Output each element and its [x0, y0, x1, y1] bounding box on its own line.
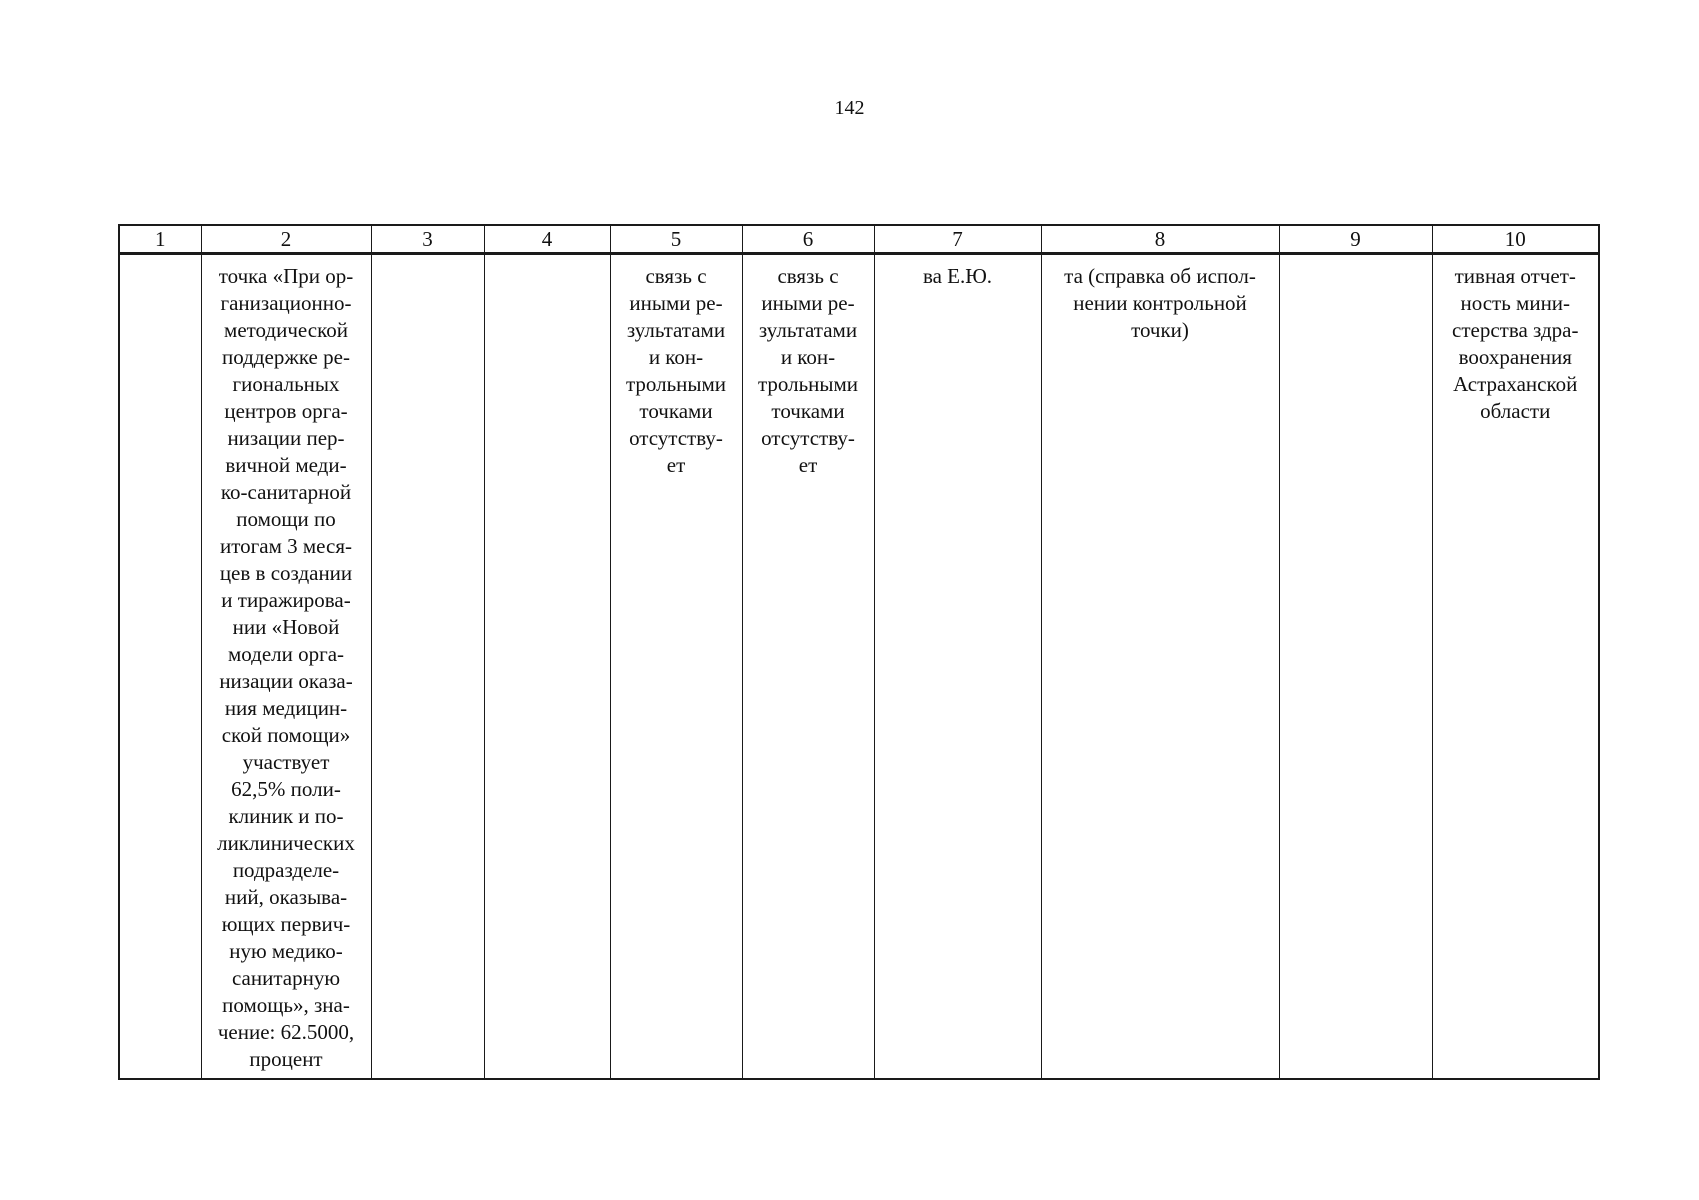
table-row [119, 254, 1599, 1080]
table-cell-col-5 [610, 254, 742, 1080]
cell-text: тивная отчет- ность мини- стерства здра- воохранения Астраханской области [1452, 264, 1579, 423]
table-cell-col-9 [1279, 254, 1432, 1080]
column-header-9: 9 [1279, 225, 1432, 254]
cell-text: ва Е.Ю. [922, 264, 993, 288]
column-header-8: 8 [1041, 225, 1279, 254]
table-cell-col-4 [484, 254, 610, 1080]
table-cell-col-3 [371, 254, 484, 1080]
column-header-4: 4 [484, 225, 610, 254]
table-cell-col-7 [874, 254, 1041, 1080]
column-header-2: 2 [201, 225, 371, 254]
cell-text: связь с иными ре- зультатами и кон- трольными точками отсутству- ет [625, 264, 727, 477]
table-cell-col-10 [1432, 254, 1599, 1080]
cell-text: точка «При ор- ганизационно- методической поддержке ре- гиональных центров орга- низации пер- вичной меди- ко-санитарной помощи по итогам 3 меся- цев в создании и тиражирова- нии «Новой модели орга- низации оказа- ния медицин- ской помощи» участвует 62,5% поли- клиник и по- ликлинических подразделе- ний, оказыва- ющих первич- ную медико- санитарную помощь», зна- чение: 62.5000, процент [217, 264, 355, 1071]
cell-text: связь с иными ре- зультатами и кон- трольными точками отсутству- ет [757, 264, 859, 477]
table-cell-col-6 [742, 254, 874, 1080]
table-header [119, 225, 1599, 254]
column-header-3: 3 [371, 225, 484, 254]
column-header-6: 6 [742, 225, 874, 254]
column-header-1: 1 [119, 225, 201, 254]
column-header-5: 5 [610, 225, 742, 254]
table-cell-col-8 [1041, 254, 1279, 1080]
table-body [119, 254, 1599, 1080]
cell-text: та (справка об испол- нении контрольной точки) [1064, 264, 1256, 342]
column-header-10: 10 [1432, 225, 1599, 254]
column-header-7: 7 [874, 225, 1041, 254]
table-cell-col-2 [201, 254, 371, 1080]
document-table [118, 224, 1600, 1080]
page-number: 142 [834, 97, 865, 119]
table-cell-col-1 [119, 254, 201, 1080]
header-row [119, 225, 1599, 254]
